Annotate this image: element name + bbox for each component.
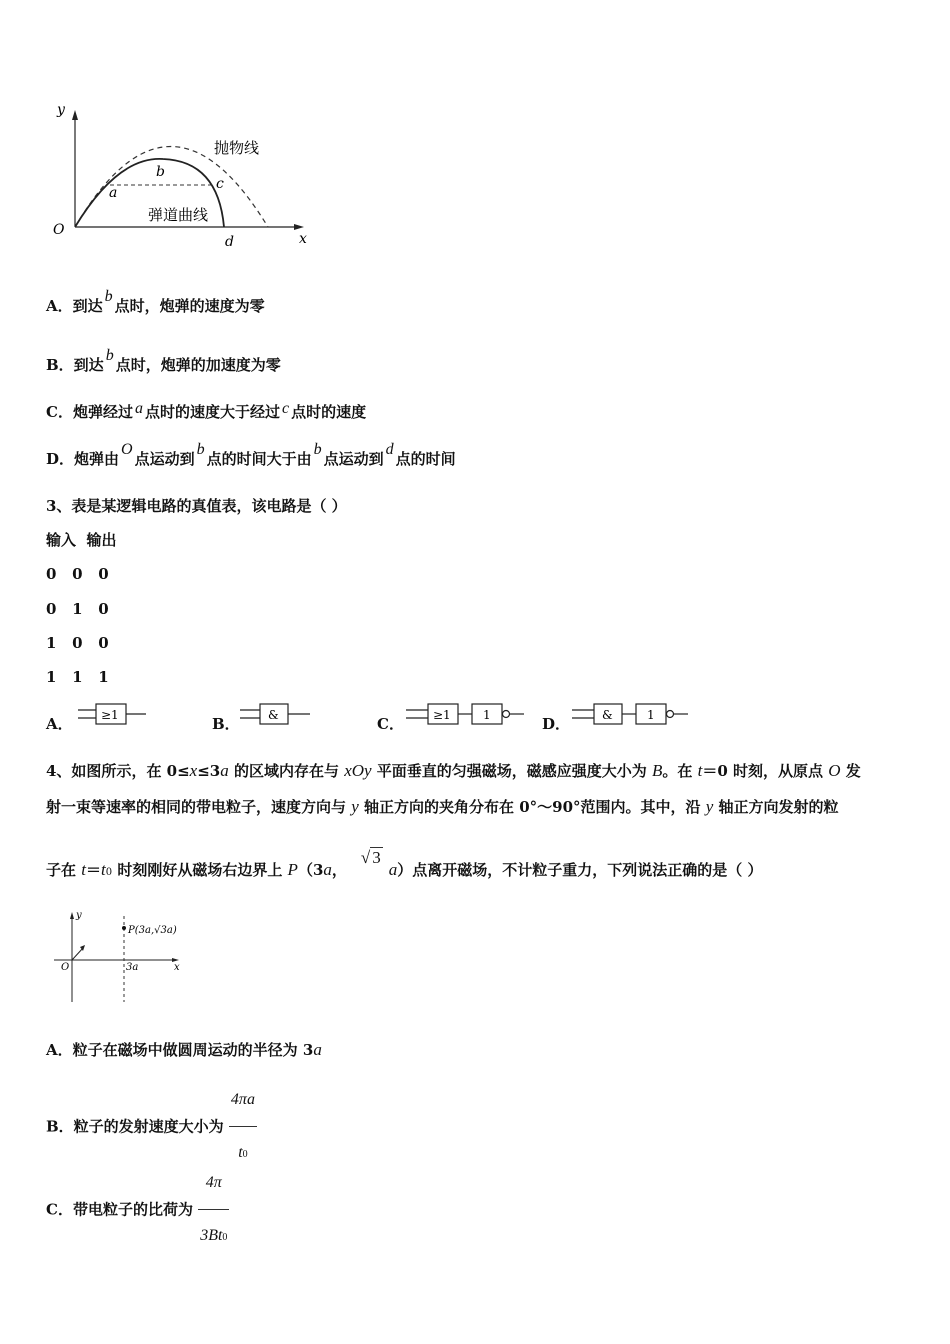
magnetic-field-figure — [50, 906, 190, 1008]
svg-text:≥1: ≥1 — [433, 708, 451, 722]
fig-3a-label: 3a — [126, 962, 139, 973]
trajectory-figure — [48, 96, 318, 256]
q4-option-a[interactable]: A．粒子在磁场中做圆周运动的半径为 3a — [46, 1040, 322, 1059]
q4-option-c[interactable]: C．带电粒子的比荷为 $\frac{4\pi}{3Bt0}$ — [46, 1157, 229, 1264]
point-a-label: a — [109, 185, 118, 201]
nand-gate-icon[interactable] — [572, 702, 690, 726]
truth-table-header: 输入 输出 — [46, 531, 117, 549]
svg-text:&: & — [602, 708, 613, 722]
or-gate-icon[interactable] — [78, 702, 148, 726]
svg-text:≥1: ≥1 — [101, 708, 119, 722]
nor-gate-icon[interactable] — [406, 702, 526, 726]
q2-option-a[interactable]: A．到达b点时，炮弹的速度为零 — [46, 288, 265, 315]
point-b-label: b — [156, 164, 165, 180]
fraction-4pi-over-3bt0: $\frac{4\pi}{3Bt0}$ — [198, 1157, 229, 1264]
fig-p-label: P(3a,√3a) — [128, 925, 177, 936]
fig-y-label: y — [76, 910, 82, 921]
velocity-arrow — [72, 948, 83, 960]
q4-stem-line2: 射一束等速率的相同的带电粒子，速度方向与 y 轴正方向的夹角分布在 0°～90°范围内。其中，沿 y 轴正方向发射的粒 — [46, 797, 839, 816]
ballistic-label: 弹道曲线 — [148, 206, 209, 224]
truth-table-row: 1 0 0 — [46, 634, 109, 652]
svg-text:1: 1 — [483, 708, 491, 722]
q3-option-a-label[interactable]: A． — [46, 715, 73, 733]
y-axis — [70, 912, 74, 1002]
q3-option-d-label[interactable]: D． — [542, 715, 571, 733]
fig-origin-label: O — [61, 962, 70, 973]
and-gate-icon[interactable] — [240, 702, 312, 726]
q4-stem-line3: 子在 t＝t0 时刻刚好从磁场右边界上 P（3a，√ 3a）点离开磁场，不计粒子重力，下列说法正确的是（ ） — [46, 848, 763, 879]
point-p — [122, 926, 126, 930]
fraction-4pia-over-t0: $\frac{4\pi a}{t0}$ — [229, 1074, 257, 1181]
y-axis-label: y — [57, 102, 65, 118]
point-d-label: d — [225, 234, 234, 250]
q2-option-d[interactable]: D．炮弹由O点运动到b点的时间大于由b点运动到d点的时间 — [46, 441, 456, 468]
truth-table-row: 0 1 0 — [46, 600, 109, 618]
q3-option-b-label[interactable]: B． — [212, 715, 240, 733]
svg-text:1: 1 — [647, 708, 655, 722]
truth-table-row: 1 1 1 — [46, 668, 109, 686]
q3-option-c-label[interactable]: C． — [377, 715, 404, 733]
x-axis — [75, 224, 304, 230]
q3-stem: 3、表是某逻辑电路的真值表，该电路是（ ） — [46, 497, 347, 515]
svg-text:&: & — [268, 708, 279, 722]
fig-x-label: x — [174, 962, 180, 973]
origin-label: O — [53, 222, 65, 238]
parabola-label: 抛物线 — [214, 139, 260, 157]
q4-stem-line1: 4、如图所示，在 0≤x≤3a 的区域内存在与 xOy 平面垂直的匀强磁场，磁感应强度大小为 B。在 t＝0 时刻，从原点 O 发 — [46, 761, 861, 780]
q4-option-b[interactable]: B．粒子的发射速度大小为 $\frac{4\pi a}{t0}$ — [46, 1074, 257, 1181]
q2-option-c[interactable]: C．炮弹经过 a 点时的速度大于经过 c 点时的速度 — [46, 400, 367, 421]
point-c-label: c — [216, 176, 224, 192]
y-axis — [72, 110, 78, 226]
x-axis-label: x — [299, 231, 307, 247]
truth-table-row: 0 0 0 — [46, 565, 109, 583]
q2-option-b[interactable]: B．到达b点时，炮弹的加速度为零 — [46, 347, 281, 374]
